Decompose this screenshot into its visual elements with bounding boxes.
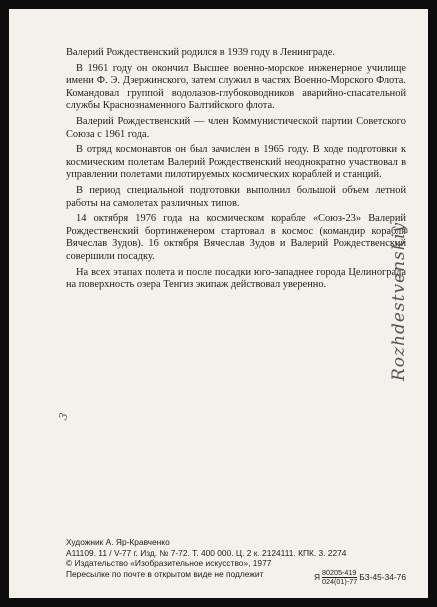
bio-paragraph: В 1961 году он окончил Высшее военно-морское инженерное училище имени Ф. Э. Дзержинского, затем служил в частях Военно-Морского Флота. Командовал группой водолазов-глубоководников аварийно-спасательной службы Краснознаменного Балтийского флота. — [66, 62, 406, 112]
postcard-back — [9, 9, 428, 598]
handwritten-signature: Rozhdestvenskiy — [389, 221, 409, 381]
bio-paragraph: Валерий Рождественский родился в 1939 году в Ленинграде. — [66, 47, 335, 58]
bio-paragraph: В отряд космонавтов он был зачислен в 1965 году. В ходе подготовки к космическим полетам Валерий Рождественский неоднократно участвовал в управлении полетами пилотируемых космических кораблей и станций. — [66, 144, 406, 181]
handwritten-mark: 3 — [56, 411, 71, 422]
publisher-imprint — [66, 537, 406, 586]
biography-text — [66, 47, 406, 295]
imprint-publisher: © Издательство «Изобразительное искусство», 1977 — [66, 558, 272, 569]
catalog-code: Я $\frac{80205-419}{024(01)-77}$ БЗ-45-34-76 — [313, 567, 406, 586]
bio-paragraph: На всех этапах полета и после посадки юго-западнее города Целинограда на поверхность озера Тенгиз экипаж действовал уверенно. — [66, 266, 406, 291]
bio-paragraph: 14 октября 1976 года на космическом корабле «Союз-23» Валерий Рождественский бортинженером стартовал в космос (командир корабля Вячеслав Зудов). 16 октября Вячеслав Зудов и Валерий Рождественский совершили посадку. — [66, 213, 406, 262]
bio-paragraph: В период специальной подготовки выполнил большой объем летной работы на самолетах различных типов. — [66, 184, 406, 209]
imprint-postal-note: Пересылке по почте в открытом виде не подлежит — [66, 568, 264, 579]
imprint-artist: Художник А. Яр-Кравченко — [66, 537, 170, 547]
imprint-edition: А11109. 11 / V-77 г. Изд. № 7-72. Т. 400 000. Ц. 2 к. 2124111. КПК. 3. 2274 — [66, 547, 347, 558]
bio-paragraph: Валерий Рождественский — член Коммунистической партии Советского Союза с 1961 года. — [66, 115, 406, 140]
